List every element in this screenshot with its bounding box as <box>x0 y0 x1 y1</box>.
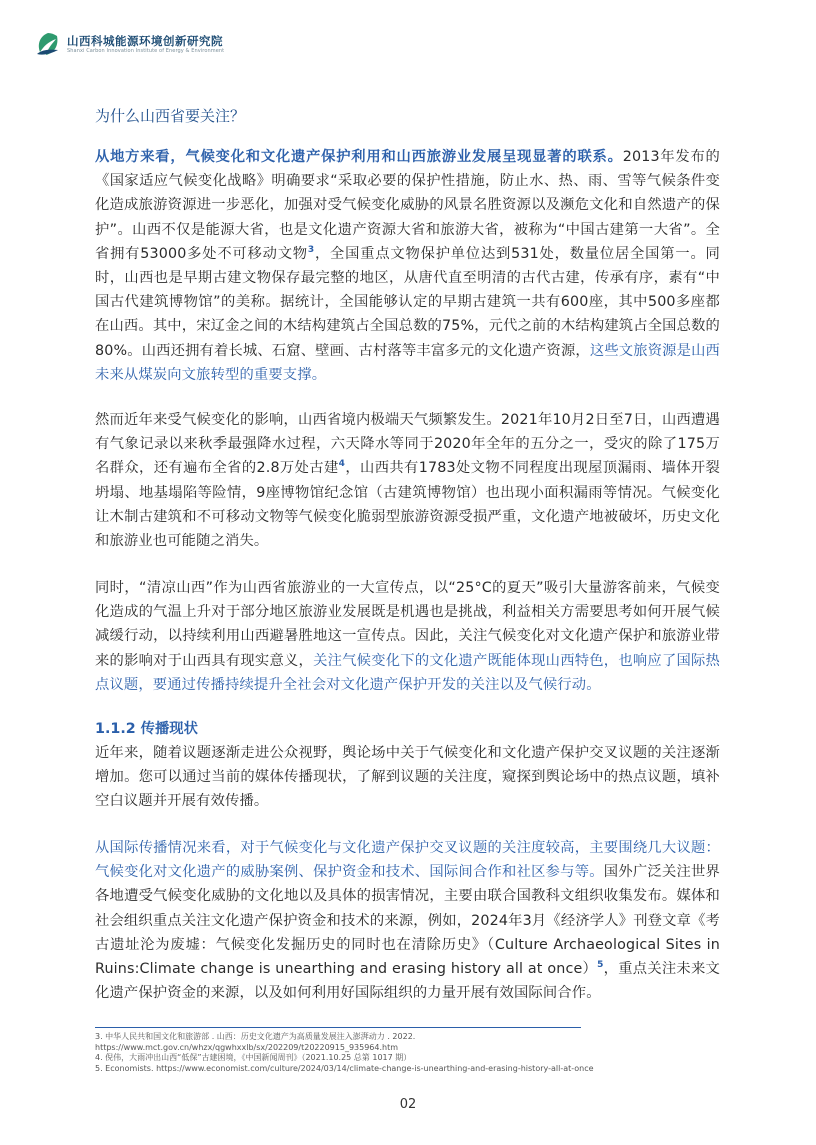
org-name <box>67 34 224 55</box>
paragraph-3-tail: 关注气候变化下的文化遗产既能体现山西特色，也响应了国际热点议题，要通过传播持续提升全社会对文化遗产保护开发的关注以及气候行动。 <box>95 652 721 693</box>
paragraph-1 <box>95 145 720 387</box>
footnote-ref-4[interactable]: 4 <box>338 459 346 470</box>
paragraph-1-text-b: ，全国重点文物保护单位达到531处，数量位居全国第一。同时，山西也是早期古建文物保存最完整的地区，从唐代直至明清的古代古建，传承有序，素有“中国古代建筑博物馆”的美称。据统计，全国能够认定的早期古建筑一共有600座，其中500多座都在山西。其中，宋辽金之间的木结构建筑占全国总数的75%，元代之前的木结构建筑占全国总数的80%。山西还拥有着长城、石窟、壁画、古村落等丰富多元的文化遗产资源， <box>95 245 720 359</box>
paragraph-2-text-b: ，山西共有1783处文物不同程度出现屋顶漏雨、墙体开裂坍塌、地基塌陷等险情，9座博物馆纪念馆（古建筑博物馆）也出现小面积漏雨等情况。气候变化让木制古建筑和不可移动文物等气候变化脆弱型旅游资源受损严重，文化遗产地被破坏，历史文化和旅游业也可能随之消失。 <box>95 460 721 550</box>
paragraph-2-text-a: 然而近年来受气候变化的影响，山西省境内极端天气频繁发生。2021年10月2日至7日，山西遭遇有气象记录以来秋季最强降水过程，六天降水等同于2020年全年的五分之一，受灾的除了175万名群众，还有遍布全省的2.8万处古建 <box>95 412 720 477</box>
paragraph-5-lead: 从国际传播情况来看，对于气候变化与文化遗产保护交叉议题的关注度较高，主要围绕几大议题：气候变化对文化遗产的威胁案例、保护资金和技术、国际间合作和社区参与等。 <box>95 840 720 881</box>
footnote-3-link[interactable]: https://www.mct.gov.cn/whzx/qgwhxxlb/sx/202209/t20220915_935964.htm <box>95 1042 399 1052</box>
paragraph-5 <box>95 836 720 1005</box>
paragraph-4: 近年来，随着议题逐渐走进公众视野，舆论场中关于气候变化和文化遗产保护交叉议题的关注逐渐增加。您可以通过当前的媒体传播现状，了解到议题的关注度，窥探到舆论场中的热点议题，填补空白议题并开展有效传播。 <box>95 745 720 810</box>
footnote-ref-5[interactable]: 5 <box>597 960 604 971</box>
footnote-ref-3[interactable]: 3 <box>307 245 315 256</box>
paragraph-3 <box>95 576 720 697</box>
paragraph-1-lead: 从地方来看，气候变化和文化遗产保护利用和山西旅游业发展呈现显著的联系。 <box>95 149 623 165</box>
paragraph-5-text-a: 国外广泛关注世界各地遭受气候变化威胁的文化地以及具体的损害情况，主要由联合国教科文组织收集发布。媒体和社会组织重点关注文化遗产保护资金和技术的来源，例如，2024年3月《经济学人》刊登文章《考古遗址沦为废墟：气候变化发掘历史的同时也在清除历史》（Culture Archaeological Sites in Ruins:Climate change is unearthing and erasing history all at once） <box>95 864 721 978</box>
paragraph-1-text-a: 2013年发布的《国家适应气候变化战略》明确要求“采取必要的保护性措施，防止水、热、雨、雪等气候条件变化造成旅游资源进一步恶化，加强对受气候变化威胁的风景名胜资源以及濒危文化和自然遗产的保护”。山西不仅是能源大省，也是文化遗产资源大省和旅游大省，被称为“中国古建第一大省”。全省拥有53000多处不可移动文物 <box>95 149 720 262</box>
paragraph-1-tail: 这些文旅资源是山西未来从煤炭向文旅转型的重要支撑。 <box>95 342 720 383</box>
page-number: 02 <box>399 1097 417 1112</box>
paragraph-5-text-b: ，重点关注未来文化遗产保护资金的来源，以及如何利用好国际组织的力量开展有效国际间合作。 <box>95 961 720 1002</box>
footnotes <box>95 1032 695 1074</box>
section-heading: 为什么山西省要关注？ <box>95 107 246 125</box>
footnote-3-line-1: 3. 中华人民共和国文化和旅游部 . 山西：历史文化遗产为高质量发展注入澎湃动力 . 2022. <box>95 1032 416 1041</box>
footnote-4: 4. 倪伟，大雨冲出山西“低保”古建困境，《中国新闻周刊》（2021.10.25 总第 1017 期） <box>95 1053 412 1063</box>
footnote-divider <box>95 1027 581 1028</box>
paragraph-2 <box>95 408 720 553</box>
footnote-5[interactable]: 5. Economists. https://www.economist.com/culture/2024/03/14/climate-change-is-unearthing-and-erasing-history-all-at-once <box>95 1063 594 1073</box>
leaf-logo-icon <box>34 30 62 58</box>
org-name-en: Shanxi Carbon Innovation Institute of Energy & Environment <box>67 47 225 54</box>
paragraph-3-text-a: 同时，“清凉山西”作为山西省旅游业的一大宣传点，以“25°C的夏天”吸引大量游客前来，气候变化造成的气温上升对于部分地区旅游业发展既是机遇也是挑战，利益相关方需要思考如何开展气候减缓行动，以持续利用山西避暑胜地这一宣传点。因此，关注气候变化对文化遗产保护和旅游业带来的影响对于山西具有现实意义， <box>95 580 720 669</box>
page-header <box>34 30 224 58</box>
org-name-cn: 山西科城能源环境创新研究院 <box>67 33 223 48</box>
subsection-heading: 1.1.2 传播现状 <box>95 721 198 737</box>
